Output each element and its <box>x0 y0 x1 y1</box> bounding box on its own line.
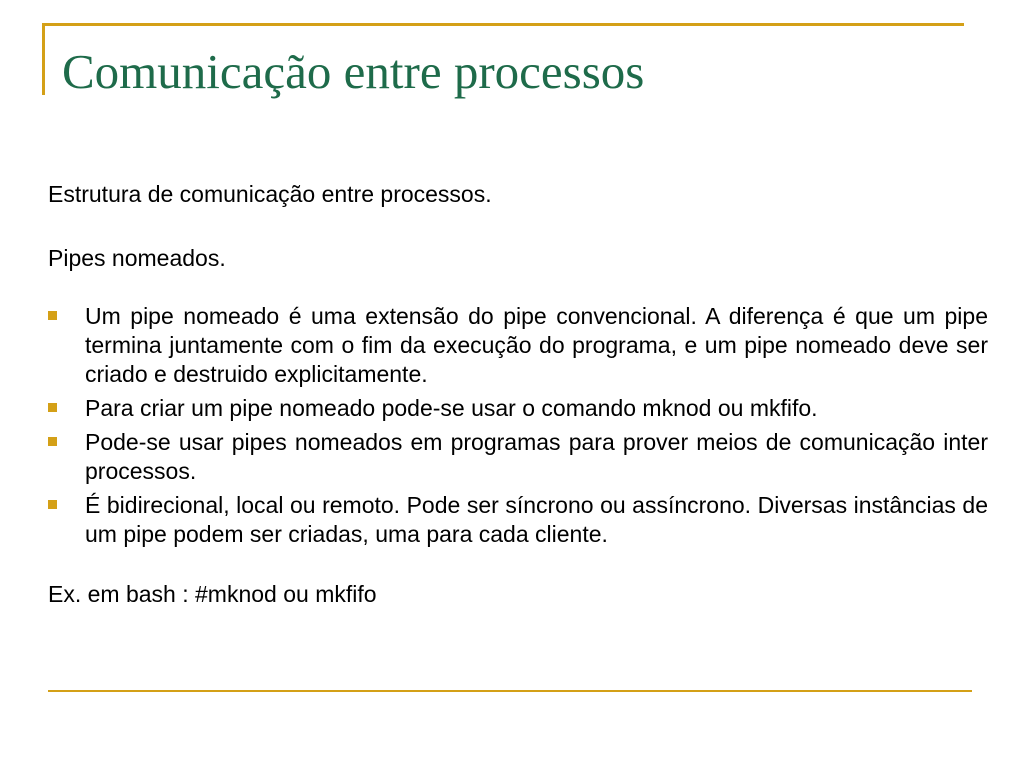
bullet-text: É bidirecional, local ou remoto. Pode ser síncrono ou assíncrono. Diversas instâncias de um pipe podem ser criadas, uma para cada cliente. <box>85 492 988 547</box>
bullet-text: Para criar um pipe nomeado pode-se usar o comando mknod ou mkfifo. <box>85 395 818 421</box>
bullet-item <box>48 394 988 423</box>
bullet-list <box>48 302 988 549</box>
frame-top-rule <box>42 23 964 26</box>
bullet-text: Um pipe nomeado é uma extensão do pipe convencional. A diferença é que um pipe termina juntamente com o fim da execução do programa, e um pipe nomeado deve ser criado e destruido explicitamente. <box>85 303 988 387</box>
square-bullet-icon <box>48 311 57 320</box>
bullet-item <box>48 491 988 549</box>
frame-left-rule <box>42 23 45 95</box>
square-bullet-icon <box>48 403 57 412</box>
square-bullet-icon <box>48 500 57 509</box>
slide-body <box>48 180 988 609</box>
bullet-item <box>48 428 988 486</box>
square-bullet-icon <box>48 437 57 446</box>
intro-paragraph: Estrutura de comunicação entre processos. <box>48 181 492 207</box>
bottom-rule <box>48 690 972 692</box>
bullet-item <box>48 302 988 389</box>
example-paragraph: Ex. em bash : #mknod ou mkfifo <box>48 581 377 607</box>
slide-title: Comunicação entre processos <box>62 44 645 99</box>
bullet-text: Pode-se usar pipes nomeados em programas para prover meios de comunicação inter processos. <box>85 429 988 484</box>
subtopic-paragraph: Pipes nomeados. <box>48 245 226 271</box>
